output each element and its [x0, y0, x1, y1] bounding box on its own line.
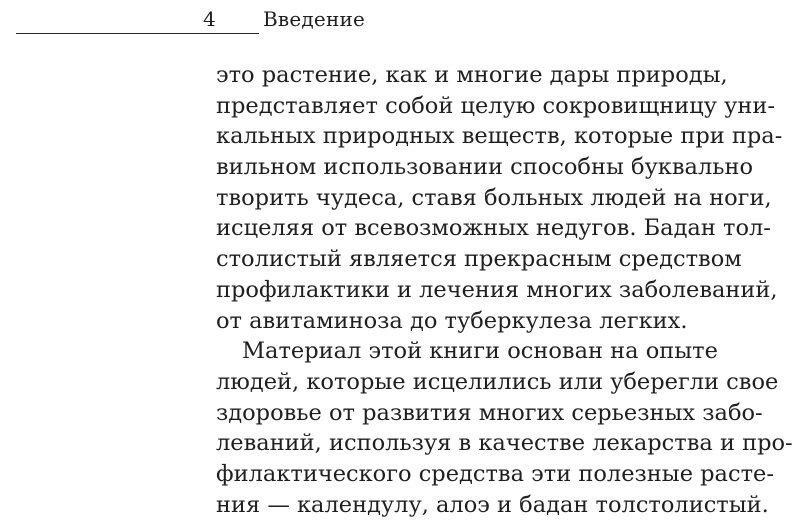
running-header [0, 0, 732, 40]
text-line: филактического средства эти полезные расте- [216, 460, 774, 487]
text-line: кальных природных веществ, которые при пра- [216, 123, 783, 150]
text-line: вильном использовании способны буквально [216, 154, 754, 181]
paragraph [216, 60, 783, 336]
text-line: ния — календулу, алоэ и бадан толстолистый. [216, 491, 769, 518]
body-text [216, 60, 793, 520]
text-line: столистый является прекрасным средством [216, 246, 742, 273]
text-line: профилактики и лечения многих заболеваний, [216, 276, 778, 303]
text-line: от авитаминоза до туберкулеза легких. [216, 307, 688, 334]
text-line: исцеляя от всевозможных недугов. Бадан тол- [216, 215, 771, 242]
text-line: Материал этой книги основан на опыте [242, 338, 718, 365]
section-title: Введение [263, 7, 366, 31]
header-rule [16, 33, 259, 34]
text-line: людей, которые исцелились или уберегли свое [216, 368, 779, 395]
text-line: это растение, как и многие дары природы, [216, 62, 728, 88]
text-line: творить чудеса, ставя больных людей на ноги, [216, 184, 772, 211]
text-line: леваний, используя в качестве лекарства и про- [216, 430, 793, 457]
text-line: здоровье от развития многих серьезных забо- [216, 399, 763, 426]
page-number: 4 [203, 7, 216, 31]
text-line: представляет собой целую сокровищницу уни- [216, 92, 775, 119]
paragraph [216, 336, 793, 520]
